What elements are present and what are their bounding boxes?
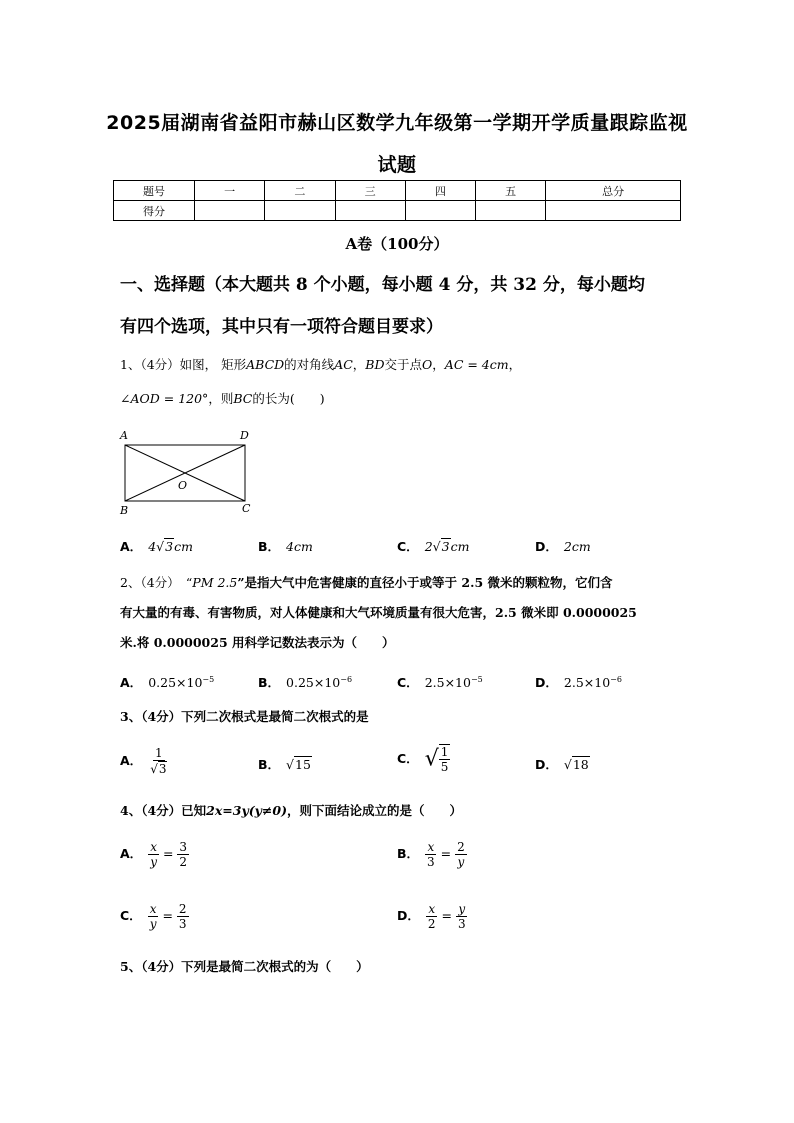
score-table-score-row bbox=[114, 201, 681, 221]
q2-option-a[interactable]: A． $0.25\times 10^{-5}$ bbox=[120, 674, 215, 690]
section1-title-line2: 有四个选项，其中只有一项符合题目要求） bbox=[120, 317, 443, 337]
score-input-cell bbox=[265, 201, 335, 221]
q3-option-d[interactable]: D． √18 bbox=[535, 757, 589, 772]
diagram-label-b: B bbox=[120, 504, 129, 517]
question-2-stem-line1: 2、（4分） “PM 2.5”是指大气中危害健康的直径小于或等于 2.5 微米的颗粒物，它们含 bbox=[120, 575, 613, 590]
question-1-stem-line2: ∠AOD = 120°，则BC的长为( ) bbox=[120, 391, 325, 406]
section1-title-line1: 一、选择题（本大题共 8 个小题，每小题 4 分，共 32 分，每小题均 bbox=[120, 275, 645, 295]
score-cell: 一 bbox=[195, 181, 265, 201]
rectangle-diagram bbox=[115, 425, 265, 517]
question-2-stem-line3: 米.将 0.0000025 用科学记数法表示为（ ） bbox=[120, 635, 395, 650]
score-cell: 总分 bbox=[546, 181, 681, 201]
q3-option-a[interactable]: A． $\frac{1}{√3}$ bbox=[120, 746, 167, 776]
score-input-cell bbox=[335, 201, 405, 221]
q3-option-b[interactable]: B． √15 bbox=[258, 757, 311, 772]
q1-option-a[interactable]: A． 4√3cm bbox=[120, 539, 193, 554]
q2-option-d[interactable]: D． $2.5\times 10^{-6}$ bbox=[535, 674, 622, 690]
q2-option-b[interactable]: B． $0.25\times 10^{-6}$ bbox=[258, 674, 353, 690]
score-cell: 得分 bbox=[114, 201, 195, 221]
score-input-cell bbox=[476, 201, 546, 221]
q4-option-d[interactable]: D． $\frac{x}{2}$ = $\frac{y}{3}$ bbox=[397, 902, 466, 931]
section-a-heading: A卷（100分） bbox=[345, 235, 449, 253]
q1-option-d[interactable]: D． 2cm bbox=[535, 539, 591, 554]
question-3-stem: 3、（4分）下列二次根式是最简二次根式的是 bbox=[120, 709, 369, 724]
score-cell: 题号 bbox=[114, 181, 195, 201]
diagram-label-a: A bbox=[120, 429, 128, 442]
question-2-stem-line2: 有大量的有毒、有害物质，对人体健康和大气环境质量有很大危害，2.5 微米即 0.0000025 bbox=[120, 605, 637, 620]
q4-option-b[interactable]: B． $\frac{x}{3}$ = $\frac{2}{y}$ bbox=[397, 840, 465, 869]
question-1-stem-line1: 1、（4分）如图， 矩形ABCD的对角线AC，BD交于点O，AC = 4cm， bbox=[120, 357, 522, 372]
score-cell: 三 bbox=[335, 181, 405, 201]
diagram-label-d: D bbox=[240, 429, 249, 442]
q1-option-b[interactable]: B． 4cm bbox=[258, 539, 313, 554]
score-input-cell bbox=[195, 201, 265, 221]
q4-option-c[interactable]: C． $\frac{x}{y}$ = $\frac{2}{3}$ bbox=[120, 902, 187, 931]
score-table-header-row bbox=[114, 181, 681, 201]
q2-option-c[interactable]: C． $2.5\times 10^{-5}$ bbox=[397, 674, 483, 690]
page-title-line1: 2025届湖南省益阳市赫山区数学九年级第一学期开学质量跟踪监视 bbox=[106, 112, 688, 134]
q4-option-a[interactable]: A． $\frac{x}{y}$ = $\frac{3}{2}$ bbox=[120, 840, 188, 869]
score-input-cell bbox=[405, 201, 475, 221]
score-input-cell bbox=[546, 201, 681, 221]
score-table bbox=[113, 180, 681, 221]
question-5-stem: 5、（4分）下列是最简二次根式的为（ ） bbox=[120, 959, 369, 974]
diagram-label-c: C bbox=[242, 502, 251, 515]
page-title-line2: 试题 bbox=[377, 154, 417, 176]
score-cell: 四 bbox=[405, 181, 475, 201]
q1-option-c[interactable]: C． 2√3cm bbox=[397, 539, 470, 554]
q3-option-c[interactable]: C． √ $\frac{1}{5}$ bbox=[397, 745, 449, 774]
score-cell: 二 bbox=[265, 181, 335, 201]
score-cell: 五 bbox=[476, 181, 546, 201]
diagram-label-o: O bbox=[178, 479, 188, 492]
question-4-stem: 4、（4分）已知2x=3y(y≠0)，则下面结论成立的是（ ） bbox=[120, 803, 463, 818]
